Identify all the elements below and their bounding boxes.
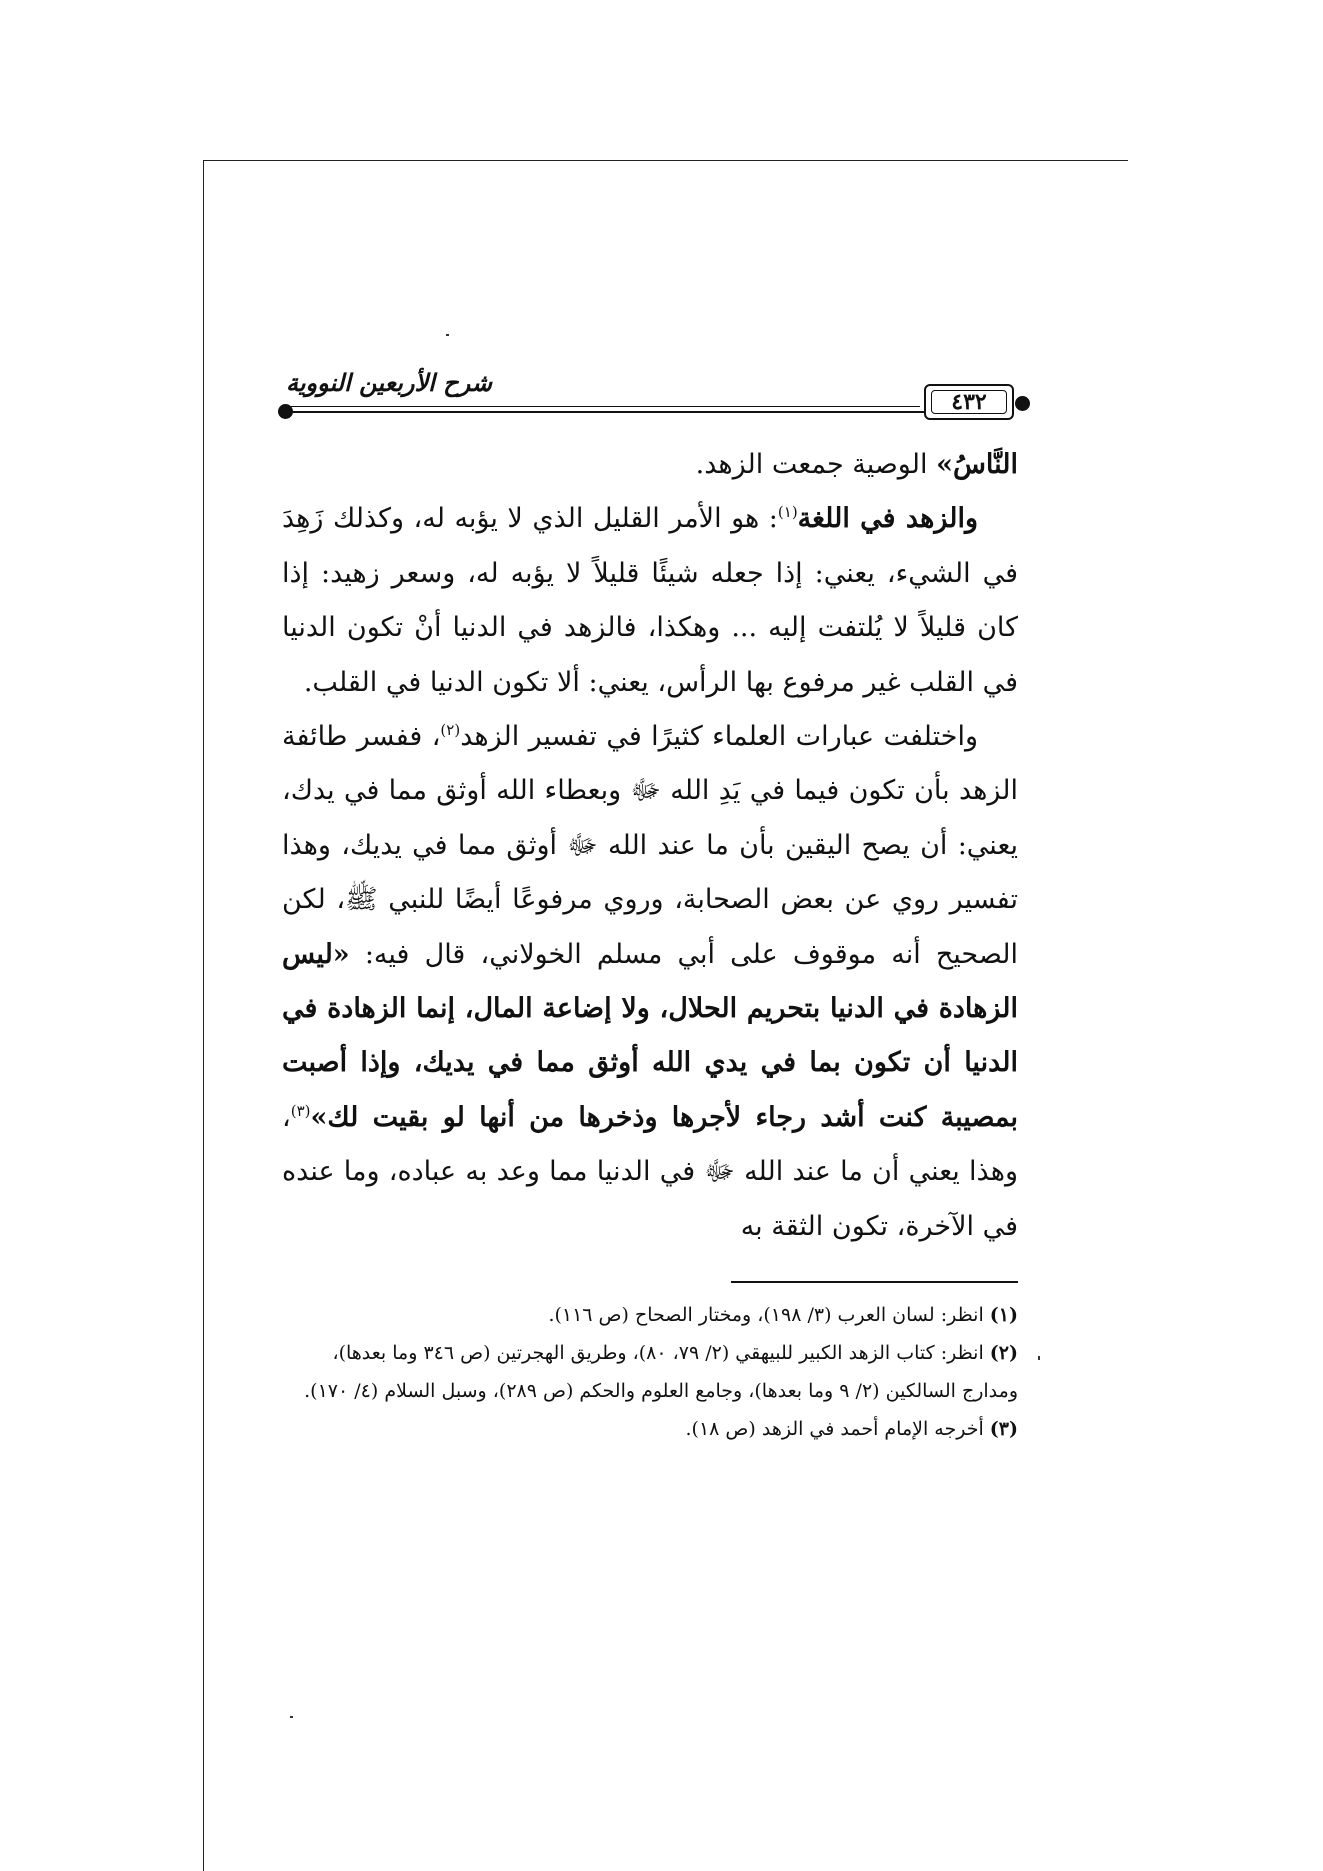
footnote-text: انظر: كتاب الزهد الكبير للبيهقي (٢/ ٧٩، ٨٠)، وطريق الهجرتين (ص ٣٤٦ وما بعدها)، ومدارج السالكين (٢/ ٩ وما بعدها)، وجامع العلوم والحكم (ص ٢٨٩)، وسبل السلام (٤/ ١٧٠). (304, 1342, 1018, 1402)
honorific-glyph: ﷻ (630, 775, 661, 807)
bold-lead: النَّاسُ» (936, 449, 1018, 480)
footnote-text: انظر: لسان العرب (٣/ ١٩٨)، ومختار الصحاح (ص ١١٦). (548, 1304, 990, 1326)
text-run: الوصية جمعت الزهد. (695, 449, 937, 480)
header-rule (288, 411, 1002, 413)
bold-quote: «ليس الزهادة في الدنيا بتحريم الحلال، ولا إضاعة المال، إنما الزهادة في الدنيا أن تكون بما في يدي الله أوثق مما في يديك، وإذا أصبت بمصيبة كنت أشد رجاء لأجرها وذخرها من أنها لو بقيت لك» (282, 938, 1018, 1133)
text-run: ، وهذا يعني أن ما عند الله (282, 1101, 1018, 1188)
text-run: ، لكن الصحيح أنه موقوف على أبي مسلم الخولاني، قال فيه: (282, 884, 1018, 970)
footnotes (282, 1296, 1018, 1448)
footnote-ref: (٣) (290, 1101, 311, 1120)
scan-speck (446, 334, 449, 336)
honorific-glyph: ﷻ (704, 1156, 735, 1188)
footnote-number: (٣) (989, 1418, 1018, 1440)
text-run: في الدنيا مما وعد به عباده، وما عنده في الآخرة، تكون الثقة به (282, 1156, 1018, 1242)
text-run: أوثق مما في يديك، وهذا تفسير روي عن بعض الصحابة، وروي مرفوعًا أيضًا للنبي (282, 829, 1018, 916)
footnote (282, 1296, 1018, 1334)
text-run: واختلفت عبارات العلماء كثيرًا في تفسير الزهد (460, 721, 979, 753)
scan-speck (290, 1716, 293, 1718)
honorific-glyph: ﷺ (345, 884, 378, 916)
footnote (282, 1334, 1018, 1410)
main-text (282, 438, 1018, 1254)
book-title: شرح الأربعين النووية (282, 368, 496, 397)
header-ornament-dot (278, 404, 293, 419)
footnote-number: (٢) (989, 1342, 1018, 1364)
paragraph (282, 492, 1018, 710)
header-rule-thin (288, 406, 920, 407)
page-number-frame (924, 384, 1014, 420)
footnote-ref: (١) (777, 503, 798, 522)
bold-lead: والزهد في اللغة (797, 503, 978, 535)
header-ornament-dot (1015, 396, 1030, 411)
footnote (282, 1410, 1018, 1448)
page-number: ٤٣٢ (951, 389, 987, 415)
text-run: : هو الأمر القليل الذي لا يؤبه له، وكذلك زَهِدَ في الشيء، يعني: إذا جعله شيئًا قليلاً لا يؤبه له، وسعر زهيد: إذا كان قليلاً لا يُلتفت إليه ... وهكذا، فالزهد في الدنيا أنْ تكون الدنيا في القلب غير مرفوع بها الرأس، يعني: ألا تكون الدنيا في القلب. (282, 503, 1018, 698)
paragraph (282, 710, 1018, 1254)
scan-speck (1038, 1356, 1040, 1360)
footnote-number: (١) (989, 1304, 1018, 1326)
footnote-text: أخرجه الإمام أحمد في الزهد (ص ١٨). (685, 1418, 990, 1440)
text-run: وبعطاء الله أوثق مما في يدك، يعني: أن يصح اليقين بأن ما عند الله (282, 775, 1018, 861)
honorific-glyph: ﷻ (567, 829, 598, 861)
paragraph (282, 438, 1018, 492)
text-run: ، ففسر طائفة الزهد بأن تكون فيما في يَدِ الله (282, 721, 1019, 807)
scan-border-left (203, 160, 204, 1871)
footnote-ref: (٢) (440, 721, 461, 740)
scan-border-top (203, 160, 1128, 161)
footnote-separator (731, 1281, 1018, 1283)
running-header (278, 368, 1030, 418)
